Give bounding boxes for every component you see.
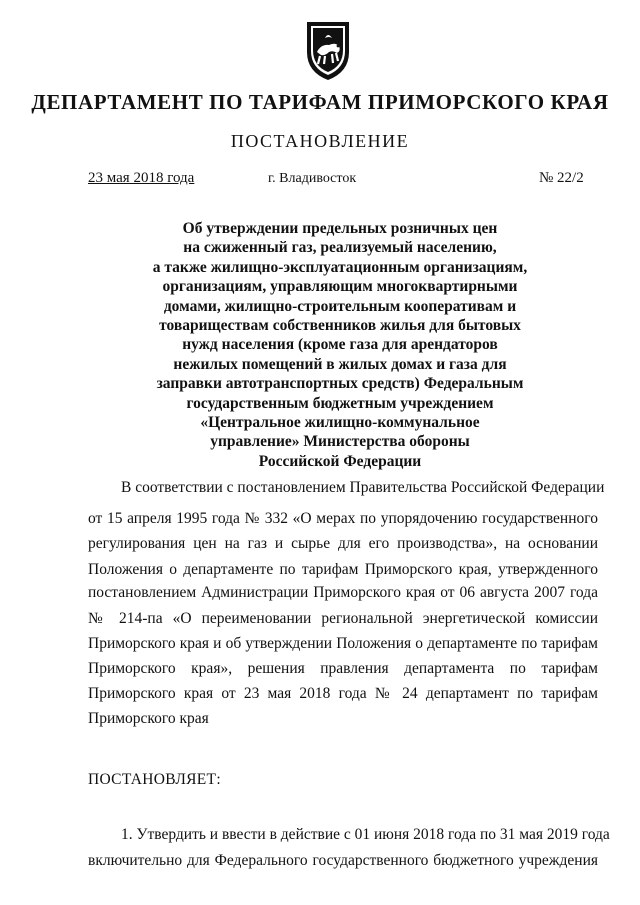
title-line: организациям, управляющим многоквартирными bbox=[162, 278, 518, 296]
title-line: Российской Федерации bbox=[258, 452, 422, 470]
title-line: заправки автотранспортных средств) Федеральным bbox=[156, 375, 524, 393]
preamble-line: Приморского края от 23 мая 2018 года № 24 департамент по тарифам bbox=[88, 685, 598, 702]
title-line: нужд населения (кроме газа для арендаторов bbox=[182, 336, 498, 354]
coat-of-arms-icon bbox=[299, 18, 357, 82]
document-city: г. Владивосток bbox=[268, 171, 357, 186]
preamble-line: постановлением Администрации Приморского края от 06 августа 2007 года bbox=[88, 584, 598, 601]
document-date: 23 мая 2018 года bbox=[88, 170, 195, 186]
title-line: государственным бюджетным учреждением bbox=[186, 394, 494, 412]
preamble-line: Приморского края и об утверждении Положения о департаменте по тарифам bbox=[88, 635, 598, 652]
title-line: Об утверждении предельных розничных цен bbox=[182, 220, 498, 237]
title-line: нежилых помещений в жилых домах и газа для bbox=[173, 355, 507, 373]
item-1-line: 1. Утвердить и ввести в действие с 01 июня 2018 года по 31 мая 2019 года bbox=[121, 826, 610, 843]
resolves-heading: ПОСТАНОВЛЯЕТ: bbox=[88, 771, 221, 788]
preamble-line: от 15 апреля 1995 года № 332 «О мерах по упорядочению государственного bbox=[88, 510, 598, 527]
title-line: на сжиженный газ, реализуемый населению, bbox=[183, 239, 497, 257]
title-line: «Центральное жилищно-коммунальное bbox=[200, 414, 480, 432]
document-title bbox=[120, 219, 560, 471]
item-1-line: включительно для Федерального государственного бюджетного учреждения bbox=[88, 852, 598, 869]
title-line: товариществам собственников жилья для бытовых bbox=[159, 317, 521, 335]
department-name: ДЕПАРТАМЕНТ ПО ТАРИФАМ ПРИМОРСКОГО КРАЯ bbox=[31, 90, 609, 114]
document-type: ПОСТАНОВЛЕНИЕ bbox=[230, 131, 410, 151]
preamble-line: Положения о департаменте по тарифам Приморского края, утвержденного bbox=[88, 561, 598, 578]
preamble-line: регулирования цен на газ и сырье для его производства», на основании bbox=[88, 535, 598, 552]
preamble-line: № 214-па «О переименовании региональной энергетической комиссии bbox=[88, 610, 598, 627]
preamble-line: Приморского края bbox=[88, 710, 209, 727]
document-number: № 22/2 bbox=[539, 170, 584, 186]
title-line: а также жилищно-эксплуатационным организациям, bbox=[152, 258, 528, 276]
preamble-line: В соответствии с постановлением Правительства Российской Федерации bbox=[121, 479, 605, 496]
title-line: управление» Министерства обороны bbox=[210, 433, 470, 451]
title-line: домами, жилищно-строительным кооперативам и bbox=[163, 297, 517, 315]
preamble-line: Приморского края», решения правления департамента по тарифам bbox=[88, 660, 598, 677]
